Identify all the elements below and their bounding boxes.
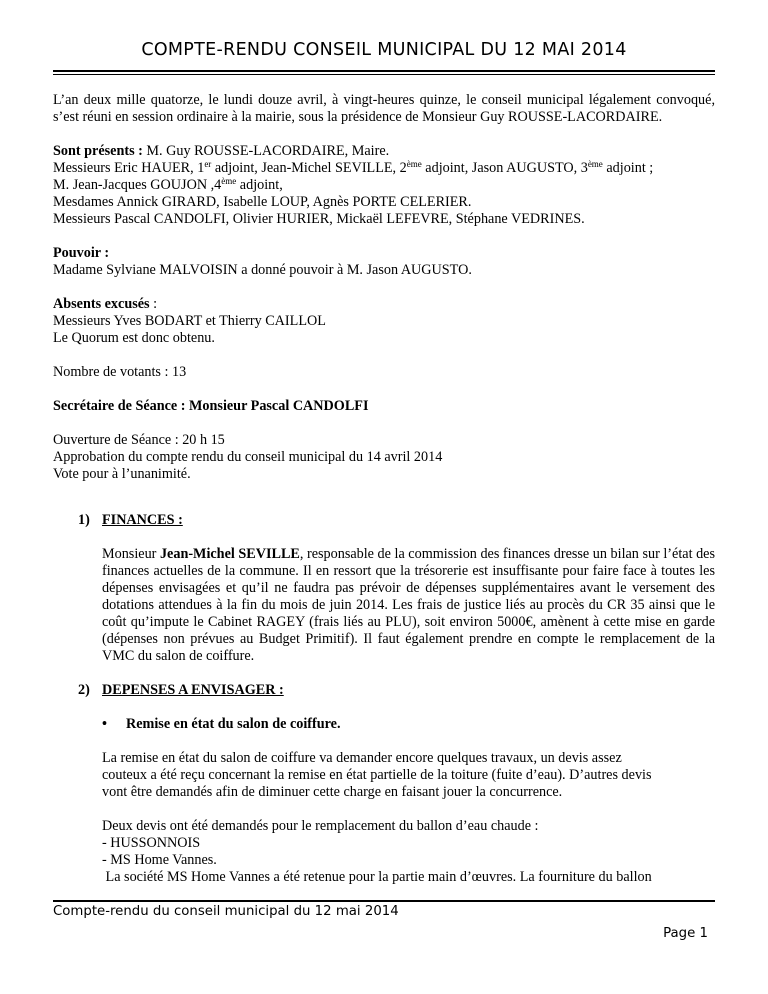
pouvoir-label: Pouvoir : xyxy=(53,245,110,261)
presents-line-3: M. Jean-Jacques GOUJON ,4ème adjoint, xyxy=(53,176,283,193)
presents-line-4: Mesdames Annick GIRARD, Isabelle LOUP, Agnès PORTE CELERIER. xyxy=(53,194,472,210)
absents-line-2: Le Quorum est donc obtenu. xyxy=(53,330,215,346)
page-number: Page 1 xyxy=(663,926,708,941)
presents-label: Sont présents : xyxy=(53,143,143,159)
coiffure-line-2: couteux a été reçu concernant la remise en état partielle de la toiture (fuite d’eau). D’autres devis xyxy=(102,767,652,783)
coiffure-line-3: vont être demandés afin de diminuer cette charge en faisant jouer la concurrence. xyxy=(102,784,563,800)
absents-line-1: Messieurs Yves BODART et Thierry CAILLOL xyxy=(53,313,326,329)
votants-line: Nombre de votants : 13 xyxy=(53,364,187,380)
devis-line-1: Deux devis ont été demandés pour le remplacement du ballon d’eau chaude : xyxy=(102,818,539,834)
secretaire-line: Secrétaire de Séance : Monsieur Pascal CANDOLFI xyxy=(53,398,369,414)
document-body xyxy=(53,92,715,886)
bullet-item: • Remise en état du salon de coiffure. xyxy=(102,716,341,732)
intro-paragraph: L’an deux mille quatorze, le lundi douze avril, à vingt-heures quinze, le conseil municipal légalement convoqué, s’est réuni en session ordinaire à la mairie, sous la présidence de Monsieur Guy ROUSSE-LACORDAIRE. xyxy=(53,92,715,125)
bullet-icon: • xyxy=(102,716,107,732)
devis-line-4: La société MS Home Vannes a été retenue pour la partie main d’œuvres. La fourniture du ballon xyxy=(102,869,652,885)
ouverture-line-1: Ouverture de Séance : 20 h 15 xyxy=(53,432,225,448)
section-heading-finances: 1) FINANCES : xyxy=(78,512,183,528)
devis-line-2: - HUSSONNOIS xyxy=(102,835,201,851)
ouverture-line-3: Vote pour à l’unanimité. xyxy=(53,466,191,482)
devis-line-3: - MS Home Vannes. xyxy=(102,852,217,868)
coiffure-line-1: La remise en état du salon de coiffure va demander encore quelques travaux, un devis assez xyxy=(102,750,622,766)
absents-label: Absents excusés : xyxy=(53,296,158,312)
header-rule xyxy=(53,70,715,75)
section-heading-depenses: 2) DEPENSES A ENVISAGER : xyxy=(78,682,284,698)
page-title: COMPTE-RENDU CONSEIL MUNICIPAL DU 12 MAI 2014 xyxy=(141,40,627,60)
finances-paragraph: Monsieur Jean-Michel SEVILLE, responsable de la commission des finances dresse un bilan sur l’état des finances actuelles de la commune. Il en ressort que la trésorerie est insuffisante pour faire face à toutes les dépenses envisagées et qu’il ne faudra pas prévoir de dépenses supplémentaires avant le versement des dotations attendues à la fin du mois de juin 2014. Les frais de justice liés au procès du CR 35 ainsi que le coût qu’impute le Cabinet RAGEY (frais liés au PLU), soit environ 5000€, amènent à cette mise en garde (dépenses non prévues au Budget Primitif). Il faut également prendre en compte le remplacement de la VMC du salon de coiffure. xyxy=(102,546,715,664)
footer-rule xyxy=(53,900,715,902)
presents-line-2: Messieurs Eric HAUER, 1er adjoint, Jean-Michel SEVILLE, 2ème adjoint, Jason AUGUSTO, 3ème adjoint ; xyxy=(53,159,654,176)
presents-line-1: Sont présents : M. Guy ROUSSE-LACORDAIRE, Maire. xyxy=(53,143,390,159)
footer-title: Compte-rendu du conseil municipal du 12 mai 2014 xyxy=(53,904,399,919)
pouvoir-text: Madame Sylviane MALVOISIN a donné pouvoir à M. Jason AUGUSTO. xyxy=(53,262,472,278)
ouverture-line-2: Approbation du compte rendu du conseil municipal du 14 avril 2014 xyxy=(53,449,443,465)
presents-line-5: Messieurs Pascal CANDOLFI, Olivier HURIER, Mickaël LEFEVRE, Stéphane VEDRINES. xyxy=(53,211,585,227)
